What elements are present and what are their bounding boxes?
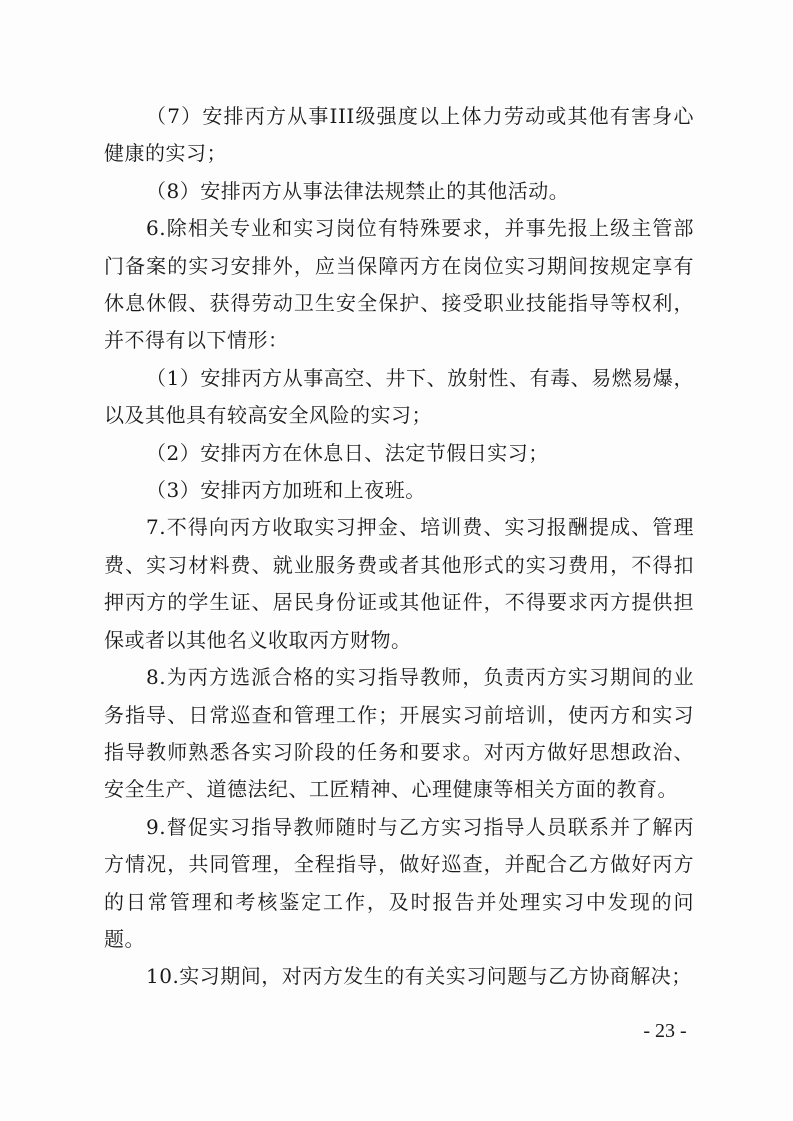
paragraph-item-7: （7）安排丙方从事III级强度以上体力劳动或其他有害身心健康的实习；: [104, 104, 694, 166]
paragraph-item-3: （3）安排丙方加班和上夜班。: [146, 478, 426, 503]
paragraph-clause-9: 9.督促实习指导教师随时与乙方实习指导人员联系并了解丙方情况，共同管理，全程指导，做好巡查，并配合乙方做好丙方的日常管理和考核鉴定工作，及时报告并处理实习中发现的问题。: [104, 814, 694, 951]
paragraph-clause-10: 10.实习期间，对丙方发生的有关实习问题与乙方协商解决；: [146, 964, 692, 989]
paragraph-clause-7: 7.不得向丙方收取实习押金、培训费、实习报酬提成、管理费、实习材料费、就业服务费或者其他形式的实习费用，不得扣押丙方的学生证、居民身份证或其他证件，不得要求丙方提供担保或者以其他名义收取丙方财物。: [104, 515, 694, 652]
document-body: [104, 98, 694, 996]
paragraph-clause-6: 6.除相关专业和实习岗位有特殊要求，并事先报上级主管部门备案的实习安排外，应当保障丙方在岗位实习期间按规定享有休息休假、获得劳动卫生安全保护、接受职业技能指导等权利，并不得有以下情形：: [104, 216, 694, 353]
paragraph-item-8: （8）安排丙方从事法律法规禁止的其他活动。: [146, 178, 570, 203]
paragraph-item-1: （1）安排丙方从事高空、井下、放射性、有毒、易燃易爆，以及其他具有较高安全风险的实习；: [104, 365, 694, 428]
paragraph-clause-8: 8.为丙方选派合格的实习指导教师，负责丙方实习期间的业务指导、日常巡查和管理工作；开展实习前培训，使丙方和实习指导教师熟悉各实习阶段的任务和要求。对丙方做好思想政治、安全生产、道德法纪、工匠精神、心理健康等相关方面的教育。: [104, 665, 694, 802]
page-number: - 23 -: [643, 1020, 687, 1042]
paragraph-item-2: （2）安排丙方在休息日、法定节假日实习；: [146, 440, 549, 465]
